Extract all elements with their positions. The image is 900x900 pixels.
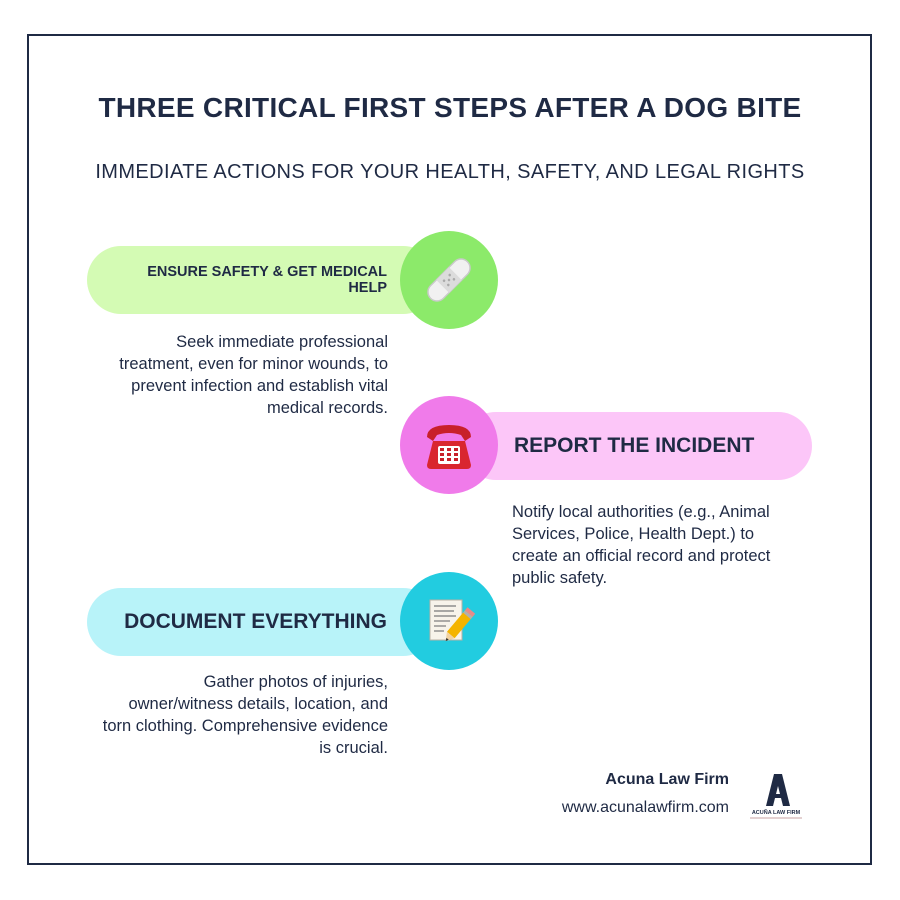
page-subtitle: IMMEDIATE ACTIONS FOR YOUR HEALTH, SAFETY, AND LEGAL RIGHTS [95,161,805,183]
memo-pencil-icon [422,594,476,648]
step-2-circle [400,396,498,494]
step-2-description: Notify local authorities (e.g., Animal Services, Police, Health Dept.) to create an official record and protect public safety. [512,503,771,587]
telephone-icon [421,417,477,473]
step-3-circle [400,572,498,670]
bandage-icon [419,250,479,310]
step-2-pill [462,412,812,480]
step-1-circle [400,231,498,329]
svg-text:ACUÑA LAW FIRM: ACUÑA LAW FIRM [751,810,801,816]
step-1-description: Seek immediate professional treatment, even for minor wounds, to prevent infection and establish vital medical records. [119,333,388,417]
firm-logo [742,770,810,822]
step-1-pill [87,246,437,314]
firm-website-link[interactable]: www.acunalawfirm.com [561,799,729,816]
step-1-label: ENSURE SAFETY & GET MEDICAL HELP [147,264,387,296]
page-title: THREE CRITICAL FIRST STEPS AFTER A DOG BITE [98,92,802,123]
step-3-label: DOCUMENT EVERYTHING [124,610,387,633]
step-3-pill [87,588,437,656]
firm-name: Acuna Law Firm [605,771,729,788]
step-2-label: REPORT THE INCIDENT [514,434,755,457]
step-3-description: Gather photos of injuries, owner/witness details, location, and torn clothing. Comprehensive evidence is crucial. [102,673,388,757]
